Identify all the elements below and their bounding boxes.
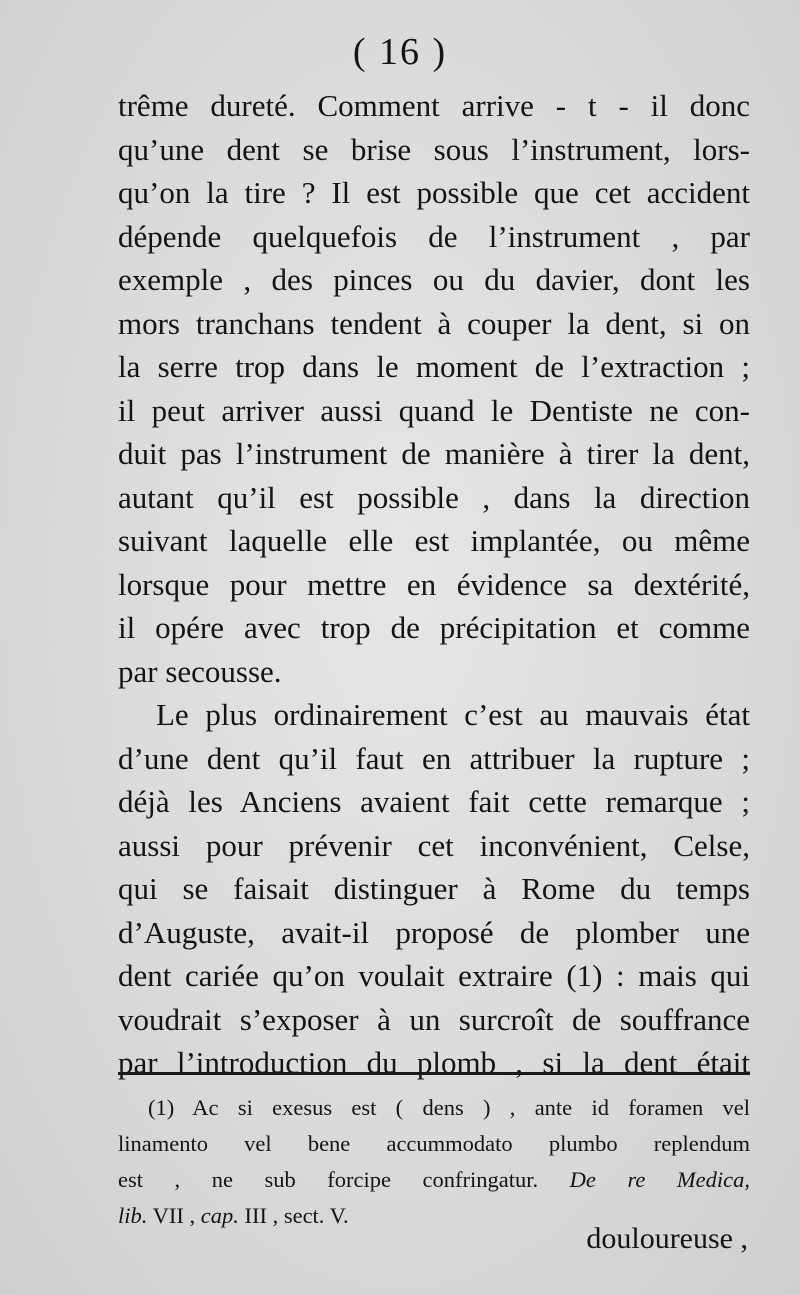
text-line: d’Auguste, avait-il proposé de plomber une [118, 914, 750, 950]
body-text [118, 84, 750, 1085]
text-line: d’une dent qu’il faut en attribuer la rupture ; [118, 740, 750, 776]
footnote-line: (1) Ac si exesus est ( dens ) , ante id foramen vel [148, 1095, 750, 1120]
text-line: lorsque pour mettre en évidence sa dextérité, [118, 566, 750, 602]
text-line: qui se faisait distinguer à Rome du temps [118, 871, 750, 906]
text-line: il opére avec trop de précipitation et comme [118, 610, 750, 645]
footnote [118, 1090, 750, 1234]
page-number: ( 16 ) [352, 31, 448, 73]
footnote-line [118, 1162, 750, 1198]
text-line: qu’on la tire ? Il est possible que cet accident [118, 175, 750, 210]
catchword: douloureuse , [586, 1222, 748, 1255]
paragraph-start-line: Le plus ordinairement c’est au mauvais état [156, 697, 750, 732]
text-line: exemple , des pinces ou du davier, dont les [118, 262, 750, 297]
text-line: duit pas l’instrument de manière à tirer la dent, [118, 436, 750, 471]
footnote-book-abbrev: lib. [118, 1203, 148, 1228]
footnote-chapter-abbrev: cap. [200, 1203, 239, 1228]
text-line: par secousse. [118, 653, 282, 689]
text-line: la serre trop dans le moment de l’extraction ; [118, 349, 750, 384]
text-line: voudrait s’exposer à un surcroît de souffrance [118, 1001, 750, 1037]
footnote-line: linamento vel bene accummodato plumbo replendum [118, 1131, 750, 1156]
text-line: dépende quelquefois de l’instrument , par [118, 218, 750, 254]
text-line: autant qu’il est possible , dans la direction [118, 479, 750, 515]
footnote-citation-title: De re Medica, [569, 1167, 750, 1192]
footnote-text: est , ne sub forcipe confringatur. [118, 1167, 539, 1192]
text-line: par l’introduction du plomb , si la dent était [118, 1045, 750, 1080]
footnote-rule [118, 1072, 750, 1075]
footnote-book-number: VII , [147, 1203, 201, 1228]
footnote-chapter-section: III , sect. V. [238, 1203, 349, 1228]
text-line: mors tranchans tendent à couper la dent, si on [118, 305, 750, 341]
text-line: aussi pour prévenir cet inconvénient, Celse, [118, 827, 750, 863]
text-line: qu’une dent se brise sous l’instrument, lors- [118, 131, 750, 167]
text-line: dent cariée qu’on voulait extraire (1) : mais qui [118, 958, 750, 993]
text-line: déjà les Anciens avaient fait cette remarque ; [118, 784, 750, 819]
text-line: il peut arriver aussi quand le Dentiste ne con- [118, 392, 750, 428]
text-line: trême dureté. Comment arrive - t - il donc [118, 88, 750, 123]
text-line: suivant laquelle elle est implantée, ou même [118, 523, 750, 558]
